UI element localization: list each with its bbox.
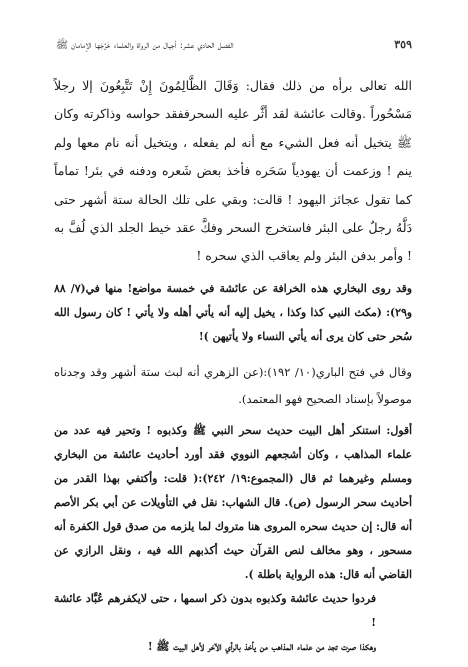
paragraph-conclusion-2: وهكذا صرت تجد من علماء المذاهب من يأخذ بالرأي الآخر لأهل البيت ﷺ ! bbox=[147, 639, 376, 653]
paragraph-conclusion-1: فردوا حديث عائشة وكذبوه بدون ذكر اسمها ، حتى لايكفرهم عُبَّاد عائشة ! bbox=[54, 591, 376, 629]
paragraph-bukhari: وقد روى البخاري هذه الخرافة عن عائشة في خمسة مواضع! منها في(٧/ ٨٨ و٢٩): (مكث النبي كذا وكذا ، يخيل إليه أنه يأتي أهله ولا يأتي ! كان رسول الله سُحر حتى كان يرى أنه يأتي النساء ولا يأتيهن )! bbox=[54, 281, 412, 343]
page-number: ٣٥٩ bbox=[394, 38, 412, 51]
chapter-title: الفصل الحادي عشر: أجيال من الرواة والعلماء خَرَّجَها الإمامان ﷺ bbox=[56, 40, 234, 51]
running-header bbox=[56, 38, 412, 53]
page-body bbox=[54, 72, 412, 659]
paragraph-fath-albari: وقال في فتح الباري(١٠/ ١٩٢):(عن الزهري أنه لبث ستة أشهر وقد وجدناه موصولاً بإسناد الصحيح فهو المعتمد). bbox=[54, 364, 412, 406]
paragraph-main: الله تعالى برأه من ذلك فقال: وَقَالَ الظَّالِمُونَ إِنْ تَتَّبِعُونَ إلا رجلاً مَسْحُوراً .وقالت عائشة لقد أثَّر عليه السحرففقد حواسه وذاكرته وكان ﷺ يتخيل أنه فعل الشيء مع أنه لم يفعله ، ويتخيل أنه نام معها ولم ينم ! وزعمت أن يهودياً سَحَره فأخذ بعض شَعره ودفنه في بئر! تماماً كما تقول عجائز اليهود ! قالت: وبقي على تلك الحالة ستة أشهر حتى دَلَّهُ رجلٌ على البئر فاستخرج السحر وفكَّ عقد خيط الجلد الذي لُفَّ به ! وأمر بدفن البئر ولم يعاقب الذي سحره ! bbox=[54, 78, 412, 264]
paragraph-commentary: أقول: استنكر أهل البيت حديث سحر النبي ﷺ وكذبوه ! وتحير فيه عدد من علماء المذاهب ، وكان أشجعهم النووي فقد أورد أحاديث عائشة من البخاري ومسلم وغيرهما ثم قال (المجموع:١٩/ ٢٤٢):( قلت: وأكتفي بهذا القدر من أحاديث سحر الرسول (ص). قال الشهاب: نقل في التأويلات عن أبي بكر الأصم أنه قال: إن حديث سحره المروى هنا متروك لما يلزمه من صدق قول الكفرة أنه مسحور ، وهو مخالف لنص القرآن حيث أكذبهم الله فيه ، ونقل الرازي عن القاضي أنه قال: هذه الرواية باطلة ). bbox=[54, 423, 412, 581]
